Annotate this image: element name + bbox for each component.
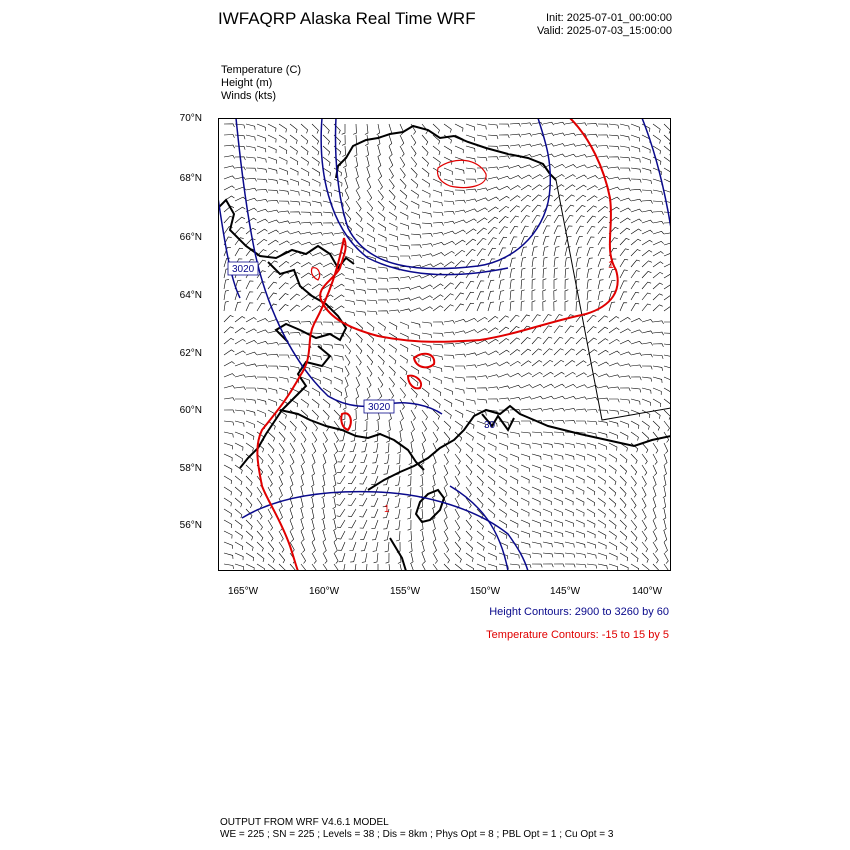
lon-label-150w: 150°W (469, 586, 501, 597)
field-height: Height (m) (221, 77, 273, 89)
valid-time: Valid: 2025-07-03_15:00:00 (537, 25, 672, 37)
height-label-a: 3020 (232, 264, 255, 275)
temperature-contours-note: Temperature Contours: -15 to 15 by 5 (486, 629, 669, 641)
wrf-map-panel (218, 118, 671, 571)
temp-label-a: 1 (608, 260, 614, 271)
lat-label-58n: 58°N (179, 463, 202, 474)
lat-label-56n: 56°N (179, 520, 202, 531)
lon-label-140w: 140°W (631, 586, 663, 597)
lon-label-165w: 165°W (227, 586, 259, 597)
temp-label-b: 1 (384, 504, 390, 515)
lon-label-145w: 145°W (549, 586, 581, 597)
lat-label-66n: 66°N (179, 232, 202, 243)
field-temperature: Temperature (C) (221, 64, 302, 76)
init-time: Init: 2025-07-01_00:00:00 (546, 12, 672, 24)
lat-label-68n: 68°N (179, 173, 202, 184)
lon-label-160w: 160°W (308, 586, 340, 597)
lon-label-155w: 155°W (389, 586, 421, 597)
lat-label-64n: 64°N (179, 290, 202, 301)
lat-label-62n: 62°N (179, 348, 202, 359)
height-label-b: 3020 (368, 402, 391, 413)
lat-label-70n: 70°N (179, 113, 202, 124)
model-footer-line1: OUTPUT FROM WRF V4.6.1 MODEL (220, 817, 389, 828)
height-label-c: 30 (484, 420, 496, 431)
height-contours-note: Height Contours: 2900 to 3260 by 60 (489, 606, 669, 618)
field-winds: Winds (kts) (221, 90, 276, 102)
lat-label-60n: 60°N (179, 405, 202, 416)
model-footer-line2: WE = 225 ; SN = 225 ; Levels = 38 ; Dis = 8km ; Phys Opt = 8 ; PBL Opt = 1 ; Cu Opt = 3 (220, 829, 614, 840)
map-title: IWFAQRP Alaska Real Time WRF (218, 9, 476, 28)
